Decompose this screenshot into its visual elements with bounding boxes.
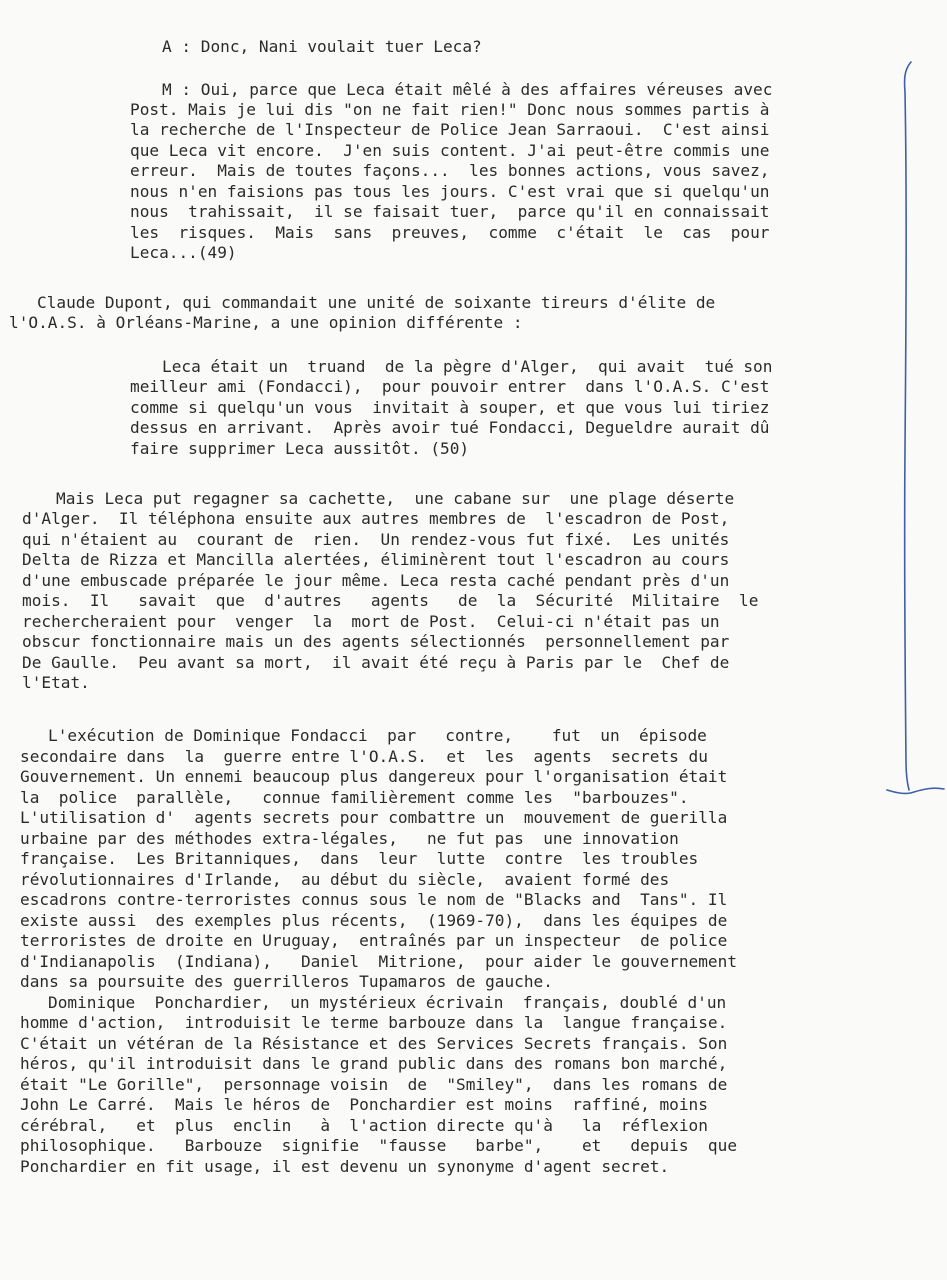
text-line: que Leca vit encore. J'en suis content. J'ai peut-être commis une: [130, 141, 770, 160]
text-line: d'Indianapolis (Indiana), Daniel Mitrione, pour aider le gouvernement: [20, 952, 738, 971]
text-line: l'O.A.S. à Orléans-Marine, a une opinion différente :: [9, 313, 523, 332]
text-line: Leca était un truand de la pègre d'Alger, qui avait tué son: [162, 357, 773, 376]
text-line: nous n'en faisions pas tous les jours. C'est vrai que si quelqu'un: [130, 182, 770, 201]
text-line: Claude Dupont, qui commandait une unité de soixante tireurs d'élite de: [37, 293, 716, 312]
text-line: L'utilisation d' agents secrets pour combattre un mouvement de guerilla: [20, 808, 728, 827]
text-line: erreur. Mais de toutes façons... les bonnes actions, vous savez,: [130, 161, 770, 180]
text-line: faire supprimer Leca aussitôt. (50): [130, 439, 470, 458]
text-line: De Gaulle. Peu avant sa mort, il avait été reçu à Paris par le Chef de: [22, 653, 730, 672]
text-line: escadrons contre-terroristes connus sous le nom de "Blacks and Tans". Il: [20, 890, 728, 909]
text-line: terroristes de droite en Uruguay, entraînés par un inspecteur de police: [20, 931, 728, 950]
text-line: Dominique Ponchardier, un mystérieux écrivain français, doublé d'un: [48, 993, 727, 1012]
text-line: existe aussi des exemples plus récents, (1969-70), dans les équipes de: [20, 911, 728, 930]
text-line: Delta de Rizza et Mancilla alertées, éliminèrent tout l'escadron au cours: [22, 550, 730, 569]
text-line: cérébral, et plus enclin à l'action directe qu'à la réflexion: [20, 1116, 708, 1135]
text-line: John Le Carré. Mais le héros de Ponchardier est moins raffiné, moins: [20, 1095, 708, 1114]
text-line: Gouvernement. Un ennemi beaucoup plus dangereux pour l'organisation était: [20, 767, 728, 786]
text-line: obscur fonctionnaire mais un des agents sélectionnés personnellement par: [22, 632, 730, 651]
text-line: meilleur ami (Fondacci), pour pouvoir entrer dans l'O.A.S. C'est: [130, 377, 770, 396]
text-line: C'était un vétéran de la Résistance et des Services Secrets français. Son: [20, 1034, 728, 1053]
text-line: Leca...(49): [130, 243, 237, 262]
text-line: les risques. Mais sans preuves, comme c'était le cas pour: [130, 223, 770, 242]
text-line: homme d'action, introduisit le terme barbouze dans la langue française.: [20, 1013, 728, 1032]
text-line: nous trahissait, il se faisait tuer, parce qu'il en connaissait: [130, 202, 770, 221]
text-line: qui n'étaient au courant de rien. Un rendez-vous fut fixé. Les unités: [22, 530, 730, 549]
text-line: Mais Leca put regagner sa cachette, une cabane sur une plage déserte: [56, 489, 735, 508]
text-line: Post. Mais je lui dis "on ne fait rien!" Donc nous sommes partis à: [130, 100, 770, 119]
text-line: philosophique. Barbouze signifie "fausse barbe", et depuis que: [20, 1136, 738, 1155]
text-line: était "Le Gorille", personnage voisin de "Smiley", dans les romans de: [20, 1075, 728, 1094]
text-line: secondaire dans la guerre entre l'O.A.S. et les agents secrets du: [20, 747, 708, 766]
text-line: Ponchardier en fit usage, il est devenu un synonyme d'agent secret.: [20, 1157, 670, 1176]
text-line: mois. Il savait que d'autres agents de la Sécurité Militaire le: [22, 591, 759, 610]
text-line: héros, qu'il introduisit dans le grand public dans des romans bon marché,: [20, 1054, 728, 1073]
text-line: urbaine par des méthodes extra-légales, ne fut pas une innovation: [20, 829, 679, 848]
text-line: L'exécution de Dominique Fondacci par contre, fut un épisode: [48, 726, 707, 745]
text-line: la police parallèle, connue familièrement comme les "barbouzes".: [20, 788, 689, 807]
text-line: rechercheraient pour venger la mort de Post. Celui-ci n'était pas un: [22, 612, 720, 631]
text-line: d'une embuscade préparée le jour même. Leca resta caché pendant près d'un: [22, 571, 730, 590]
text-line: française. Les Britanniques, dans leur lutte contre les troubles: [20, 849, 699, 868]
text-line: révolutionnaires d'Irlande, au début du siècle, avaient formé des: [20, 870, 670, 889]
text-line: d'Alger. Il téléphona ensuite aux autres membres de l'escadron de Post,: [22, 509, 730, 528]
text-line: la recherche de l'Inspecteur de Police Jean Sarraoui. C'est ainsi: [130, 120, 770, 139]
text-line: dans sa poursuite des guerrilleros Tupamaros de gauche.: [20, 972, 553, 991]
text-line: M : Oui, parce que Leca était mêlé à des affaires véreuses avec: [162, 80, 773, 99]
text-line: comme si quelqu'un vous invitait à souper, et que vous lui tiriez: [130, 398, 770, 417]
text-line: l'Etat.: [22, 673, 90, 692]
text-line: dessus en arrivant. Après avoir tué Fondacci, Degueldre aurait dû: [130, 418, 770, 437]
interview-question: A : Donc, Nani voulait tuer Leca?: [162, 37, 482, 56]
